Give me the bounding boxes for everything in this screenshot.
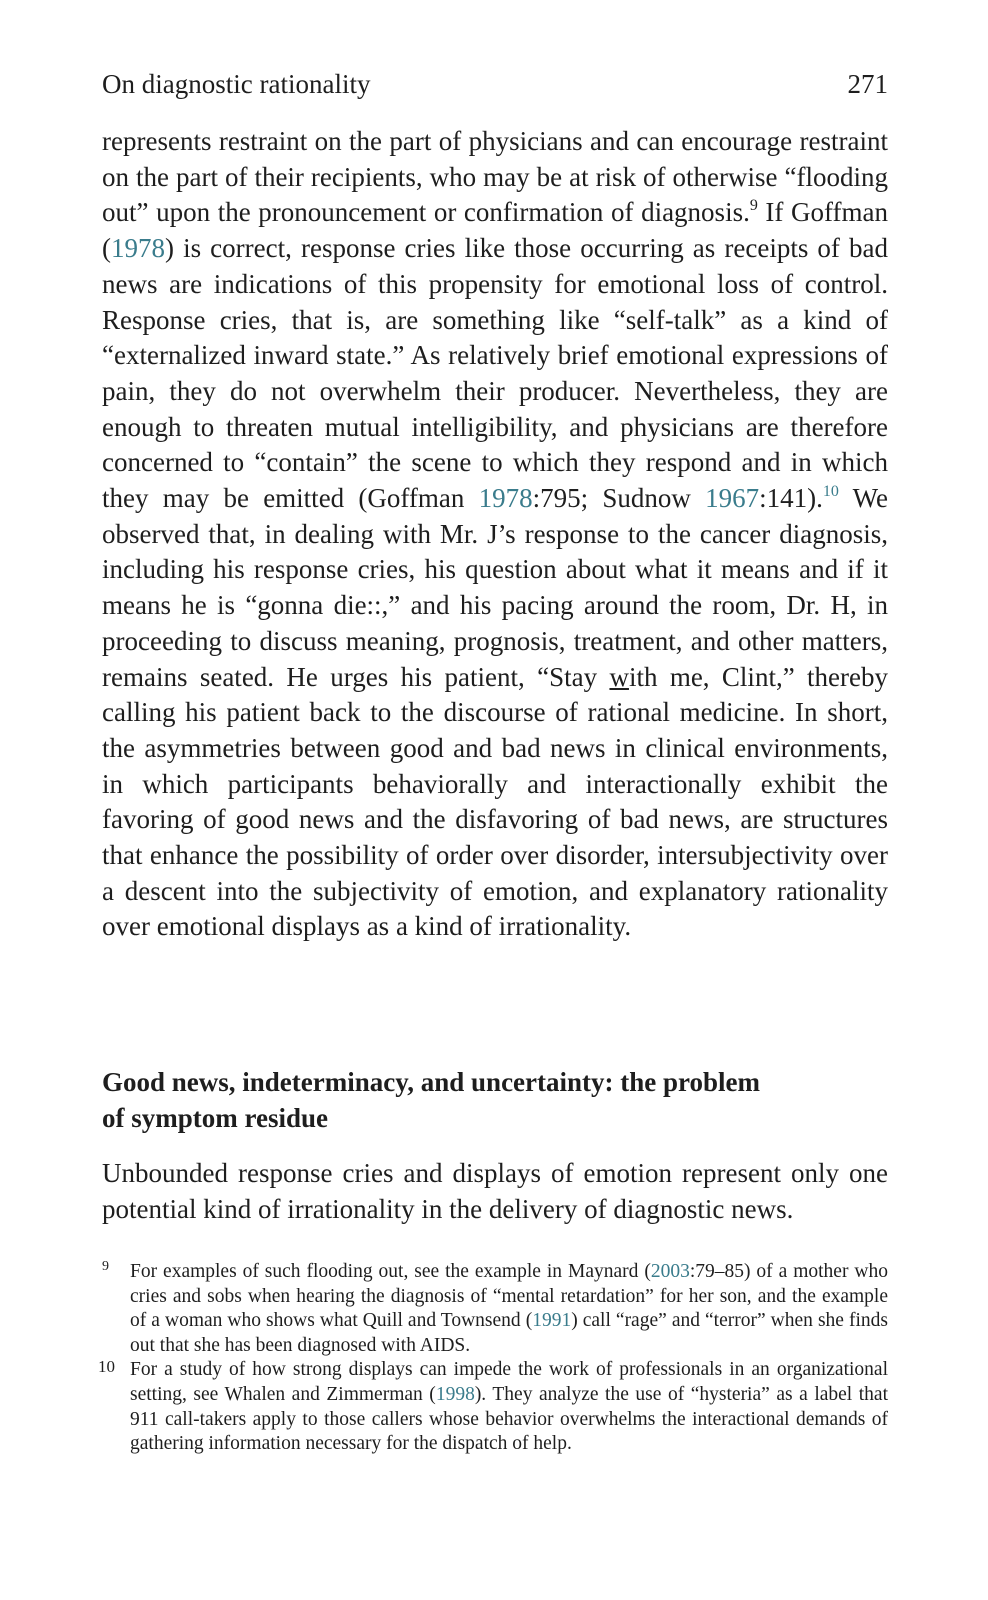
text-run: :141).: [759, 483, 823, 514]
text-run: ) is correct, response cries like those occurring as receipts of bad news are indications of this propensity for emotional loss of control. Response cries, that is, are something like “self-talk” as a kind of “externalized inward state.” As relatively brief emotional expressions of pain, they do not overwhelm their producer. Nevertheless, they are enough to threaten mutual intelligibility, and physicians are therefore concerned to “contain” the scene to which they respond and in which they may be emitted (Goffman: [102, 233, 888, 514]
text-run: :79–85) of a mother who cries and sobs when hearing the diagnosis of “mental retardation” for her son, and the example of a woman who shows what Quill and Townsend (: [130, 1261, 888, 1332]
text-run: :795; Sudnow: [532, 483, 706, 514]
footnote-number: 10: [98, 1357, 115, 1377]
running-header: [102, 64, 888, 104]
footnote-number: 9: [102, 1259, 109, 1274]
citation-link[interactable]: 1991: [532, 1310, 572, 1332]
text-run: ). They analyze the use of “hysteria” as a label that 911 call-takers apply to those callers whose behavior overwhelms the interactional demands of gathering information necessary for the dispatch of help.: [130, 1383, 888, 1455]
citation-link[interactable]: 1967: [705, 483, 760, 514]
body-paragraph: [102, 124, 888, 945]
citation-link[interactable]: 2003: [650, 1261, 690, 1282]
text-run: For a study of how strong displays can impede the work of professionals in an organizational setting, see Whalen and Zimmerman (: [130, 1359, 888, 1405]
section-paragraph: Unbounded response cries and displays of emotion represent only one potential kind of irrationality in the delivery of diagnostic news.: [102, 1158, 888, 1224]
section-heading-line: Good news, indeterminacy, and uncertainty: the problem: [102, 1067, 761, 1097]
text-run: ) call “rage” and “terror” when she finds out that she has been diagnosed with AIDS.: [130, 1310, 888, 1356]
text-run: ith me, Clint,” thereby calling his patient back to the discourse of rational medicine. In short, the asymmetries between good and bad news in clinical environments, in which participants behaviorally and interactionally exhibit the favoring of good news and the disfavoring of bad news, are structures that enhance the possibility of order over disorder, intersubjectivity over a descent into the subjectivity of emotion, and explanatory rationality over emotional displays as a kind of irrationality.: [102, 661, 889, 942]
footnote-9: [102, 1260, 888, 1358]
citation-link[interactable]: 1978: [111, 233, 165, 264]
underlined-letter: w: [609, 661, 629, 692]
text-run: For examples of such flooding out, see the example in Maynard (: [130, 1261, 651, 1282]
section-heading: [102, 1064, 888, 1136]
text-run: If Goffman (: [102, 197, 888, 264]
footnote-ref-9[interactable]: 9: [749, 197, 758, 215]
footnote-10: [98, 1357, 888, 1456]
citation-link[interactable]: 1998: [435, 1383, 475, 1405]
footnote-ref-10[interactable]: 10: [822, 483, 839, 501]
footnotes: [98, 1259, 888, 1457]
running-title: On diagnostic rationality: [102, 69, 371, 99]
page-number: 271: [847, 69, 888, 99]
text-run: represents restraint on the part of physicians and can encourage restraint on the part of their recipients, who may be at risk of otherwise “flooding out” upon the pronouncement or confirmation of diagnosis.: [102, 126, 888, 228]
text-run: We observed that, in dealing with Mr. J’s response to the cancer diagnosis, including his response cries, his question about what it means and if it means he is “gonna die::,” and his pacing around the room, Dr. H, in proceeding to discuss meaning, prognosis, treatment, and other matters, remains seated. He urges his patient, “Stay: [102, 483, 888, 692]
citation-link[interactable]: 1978: [478, 483, 533, 514]
section-heading-line: of symptom residue: [102, 1103, 328, 1133]
